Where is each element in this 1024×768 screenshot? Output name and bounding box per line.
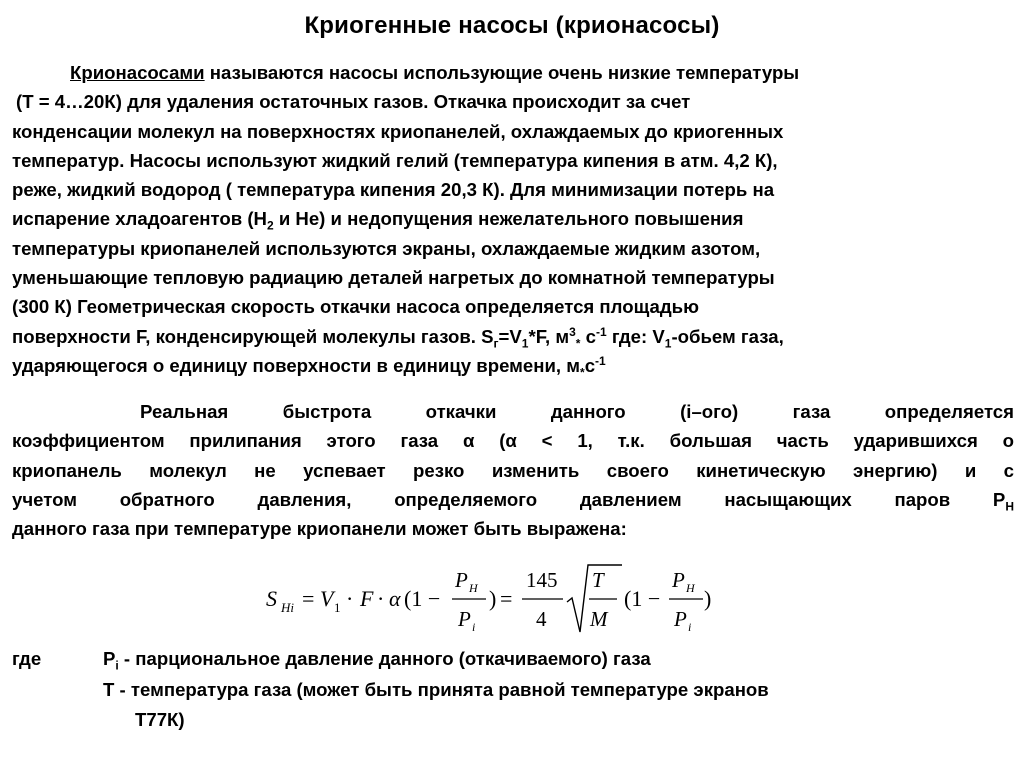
text-line: (Т = 4…20К) для удаления остаточных газов. Откачка происходит за счет	[16, 91, 691, 113]
page-title: Криогенные насосы (крионасосы)	[304, 12, 720, 39]
formula-eq1: =	[302, 586, 315, 611]
formula-s: S	[266, 586, 277, 611]
formula-den: 4	[536, 607, 547, 631]
formula-f: F	[360, 586, 374, 611]
text-line: Реальная быстрота откачки данного (i–ого) газа определяется	[140, 401, 1014, 422]
where-label: где	[12, 648, 42, 669]
text-line: температуры криопанелей используются экраны, охлаждаемые жидким азотом,	[12, 237, 761, 259]
paragraph-cryopumps-definition	[12, 58, 1012, 380]
formula-v: V	[320, 586, 334, 611]
term-cryopumps: Крионасосами	[70, 62, 205, 83]
text-line	[12, 485, 1014, 514]
formula-close2: )	[704, 586, 712, 611]
definition-t-continued: Т77К)	[135, 709, 185, 730]
text-fragment: называются насосы использующие очень низкие температуры	[204, 62, 800, 83]
superscript: -1	[595, 324, 607, 339]
formula-pi: P	[458, 607, 471, 631]
subscript: 1	[521, 336, 529, 351]
formula-dot2: ·	[377, 586, 385, 611]
text-fragment: поверхности F, конденсирующей молекулы газов. S	[12, 325, 494, 347]
text-fragment: где: V	[606, 325, 665, 347]
text-fragment: с	[584, 354, 596, 376]
text-line: коэффициентом прилипания этого газа α (α < 1, т.к. большая часть ударившихся о	[12, 430, 1014, 452]
text-line: криопанель молекул не успевает резко изменить своего кинетическую энергию) и с	[12, 459, 1014, 481]
superscript: -1	[595, 353, 606, 368]
formula-v-sub: 1	[334, 600, 341, 615]
text-line: реже, жидкий водород ( температура кипения 20,3 К). Для минимизации потерь на	[12, 179, 775, 201]
formula-pi2-sub: i	[688, 620, 692, 634]
text-line	[12, 204, 1012, 233]
pumping-speed-formula	[262, 560, 712, 638]
text-line: конденсации молекул на поверхностях криопанелей, охлаждаемых до криогенных	[12, 120, 784, 142]
text-line: данного газа при температуре криопанели может быть выражена:	[12, 518, 627, 540]
text-line	[12, 322, 1012, 351]
text-fragment: и He) и недопущения нежелательного повышения	[273, 208, 744, 230]
text-fragment: ударяющегося о единицу поверхности в единицу времени, м	[12, 354, 581, 376]
subscript: г	[493, 336, 499, 351]
definition-pi	[103, 644, 651, 673]
formula-open2: (1 −	[624, 586, 661, 611]
text-fragment: испарение хладоагентов (H	[12, 208, 267, 230]
formula-num: 145	[526, 568, 558, 592]
formula-pi-sub: i	[472, 620, 476, 634]
text-fragment: *F, м	[528, 325, 570, 347]
text-line: температур. Насосы используют жидкий гелий (температура кипения в атм. 4,2 К),	[12, 149, 778, 171]
formula-s-sub: Hi	[281, 600, 294, 615]
formula-open1: (1 −	[404, 586, 441, 611]
subscript: Н	[1005, 499, 1014, 514]
text-fragment: учетом обратного давления, определяемого давлением насыщающих паров P	[12, 488, 1006, 510]
text-fragment: =V	[498, 325, 522, 347]
subscript: 2	[266, 219, 274, 234]
paragraph-real-pumping-speed	[12, 397, 1014, 543]
subscript: *	[580, 365, 585, 380]
text-line	[12, 351, 1012, 380]
formula-eq2: =	[500, 586, 513, 611]
formula-pi2: P	[674, 607, 687, 631]
subscript: *	[575, 336, 581, 351]
text-line	[12, 58, 1012, 87]
formula-close1: )	[489, 586, 497, 611]
formula-ph2: P	[672, 568, 685, 592]
text-fragment: -обьем газа,	[671, 325, 784, 347]
formula-dot1: ·	[346, 586, 354, 611]
text-line: уменьшающие тепловую радиацию деталей нагретых до комнатной температуры	[12, 267, 775, 289]
symbol-p: P	[103, 648, 116, 669]
text-fragment: - парциональное давление данного (откачиваемого) газа	[118, 648, 651, 669]
formula-t: T	[592, 568, 604, 592]
formula-ph: P	[455, 568, 468, 592]
formula-ph2-sub: H	[686, 581, 695, 595]
subscript: i	[115, 658, 119, 673]
text-fragment: с	[580, 325, 596, 347]
superscript: 3	[569, 324, 576, 339]
formula-m: M	[590, 607, 608, 631]
text-line: (300 К) Геометрическая скорость откачки насоса определяется площадью	[12, 296, 699, 318]
formula-ph-sub: H	[469, 581, 478, 595]
definition-t: Т - температура газа (может быть принята равной температуре экранов	[103, 679, 769, 700]
formula-alpha: α	[389, 586, 401, 611]
subscript: 1	[664, 336, 672, 351]
formula-svg	[262, 560, 712, 638]
